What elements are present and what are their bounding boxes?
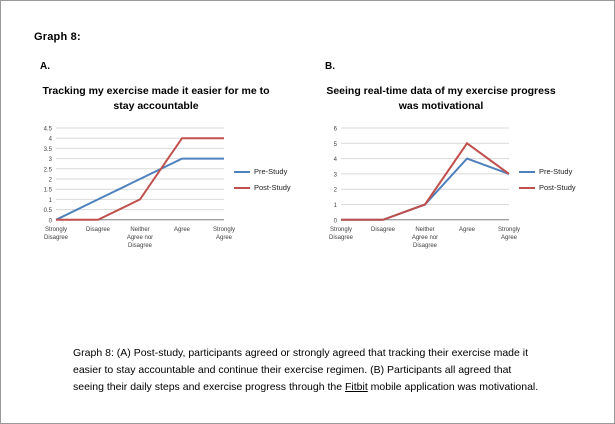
- chart-a-x-categories: [44, 227, 235, 249]
- legend-item-pre-study: [234, 167, 291, 176]
- chart-panel-b: [319, 61, 584, 280]
- svg-text:0: 0: [333, 218, 337, 225]
- panel-a-letter: A.: [40, 61, 50, 72]
- chart-b-x-categories: [329, 227, 520, 249]
- chart-a-y-ticks: [44, 127, 53, 225]
- chart-b: [319, 120, 581, 280]
- svg-text:1.5: 1.5: [43, 187, 52, 194]
- svg-text:4: 4: [48, 136, 52, 143]
- legend-label-pre-study: Pre-Study: [254, 167, 288, 176]
- chart-b-gridlines: [341, 128, 509, 220]
- svg-text:Agree: Agree: [458, 227, 476, 233]
- chart-a-gridlines: [56, 128, 224, 220]
- panel-b-title: Seeing real-time data of my exercise progress was motivational: [326, 85, 556, 112]
- chart-a-svg: [34, 120, 296, 280]
- svg-text:Strongly: Strongly: [497, 227, 521, 233]
- chart-b-svg: [319, 120, 581, 280]
- graph-label: Graph 8:: [34, 31, 81, 43]
- svg-text:2: 2: [333, 187, 337, 194]
- caption-text-part1: Graph 8: (A) Post-study, participants agreed or strongly agreed that tracking their exercise made it easier to stay accountable and continue their exercise regimen. (B) Participants all agreed that seeing their daily steps and exercise progress through the: [73, 347, 529, 393]
- legend-swatch-post-study-icon: [234, 187, 250, 189]
- svg-text:4: 4: [333, 157, 337, 164]
- svg-text:2: 2: [48, 177, 52, 184]
- chart-b-legend: [519, 167, 576, 199]
- svg-text:6: 6: [333, 126, 337, 133]
- svg-text:Strongly: Strongly: [212, 227, 236, 233]
- legend-swatch-pre-study-icon: [234, 171, 250, 173]
- legend-swatch-pre-study-icon: [519, 171, 535, 173]
- svg-text:3: 3: [333, 172, 337, 179]
- svg-text:2.5: 2.5: [43, 167, 52, 174]
- caption-text-part2: mobile application was motivational.: [367, 381, 539, 393]
- figure-caption: [73, 345, 539, 396]
- svg-text:Disagree: Disagree: [370, 227, 396, 233]
- legend-item-post-study: [519, 183, 576, 192]
- chart-a: [34, 120, 296, 280]
- legend-label-post-study: Post-Study: [539, 183, 576, 192]
- panel-a-title: Tracking my exercise made it easier for me to stay accountable: [42, 85, 270, 112]
- svg-text:Disagree: Disagree: [43, 235, 69, 241]
- legend-swatch-post-study-icon: [519, 187, 535, 189]
- svg-text:5: 5: [333, 141, 337, 148]
- svg-text:0: 0: [48, 218, 52, 225]
- svg-text:3.5: 3.5: [43, 146, 52, 153]
- svg-text:Disagree: Disagree: [85, 227, 111, 233]
- svg-text:Disagree: Disagree: [412, 243, 438, 249]
- svg-text:Neither: Neither: [130, 227, 150, 233]
- legend-label-pre-study: Pre-Study: [539, 167, 573, 176]
- svg-text:1: 1: [48, 197, 52, 204]
- chart-b-y-ticks: [334, 127, 338, 225]
- legend-item-post-study: [234, 183, 291, 192]
- svg-text:Disagree: Disagree: [127, 243, 153, 249]
- chart-panel-a: [34, 61, 299, 280]
- svg-text:Strongly: Strongly: [44, 227, 68, 233]
- svg-text:1: 1: [333, 203, 337, 209]
- panel-b-letter: B.: [325, 61, 335, 72]
- chart-b-series-post-study: [341, 143, 509, 220]
- svg-text:3: 3: [48, 157, 52, 164]
- svg-text:Agree: Agree: [173, 227, 191, 233]
- legend-label-post-study: Post-Study: [254, 183, 291, 192]
- chart-a-legend: [234, 167, 291, 199]
- svg-text:Agree nor: Agree nor: [126, 235, 154, 241]
- svg-text:Agree: Agree: [215, 235, 233, 241]
- svg-text:Neither: Neither: [415, 227, 435, 233]
- svg-text:0.5: 0.5: [43, 208, 52, 215]
- svg-text:Disagree: Disagree: [328, 235, 354, 241]
- svg-text:4.5: 4.5: [43, 126, 52, 133]
- caption-underlined-term: Fitbit: [345, 381, 368, 393]
- svg-text:Agree: Agree: [500, 235, 518, 241]
- svg-text:Agree nor: Agree nor: [411, 235, 439, 241]
- legend-item-pre-study: [519, 167, 576, 176]
- svg-text:Strongly: Strongly: [329, 227, 353, 233]
